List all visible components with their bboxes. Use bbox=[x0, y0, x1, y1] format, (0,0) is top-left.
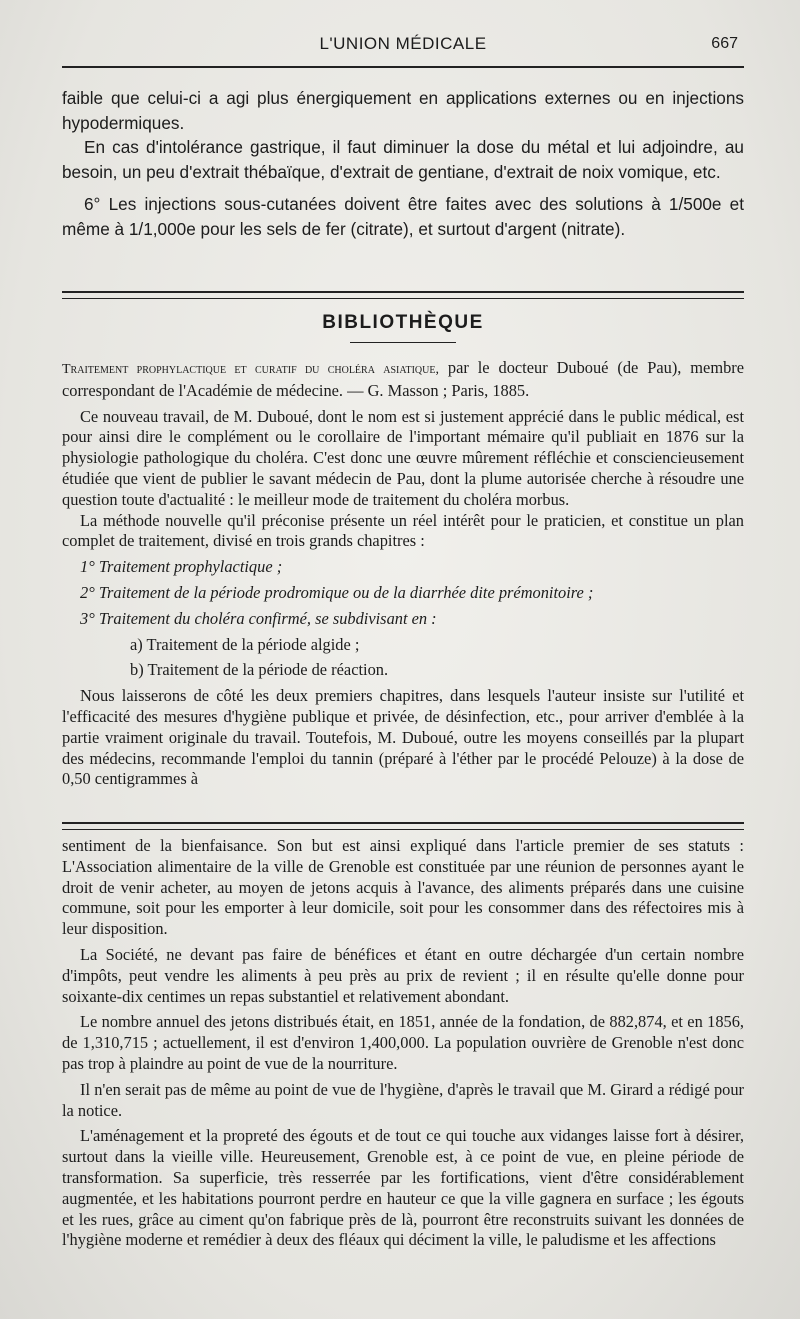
intro-paragraph-3: 6° Les injections sous-cutanées doivent être faites avec des solutions à 1/500e et même à 1/1,000e pour les sels de fer (citrate), et surtout d'argent (nitrate). bbox=[62, 194, 744, 239]
chapter-item-3: 3° Traitement du choléra confirmé, se subdivisant en : bbox=[80, 608, 437, 628]
subchapter-item-a: a) Traitement de la période algide ; bbox=[130, 634, 360, 654]
intro-paragraph-1: faible que celui-ci a agi plus énergiquement en applications externes ou en injections hypodermiques. bbox=[62, 88, 744, 133]
review-text bbox=[62, 358, 744, 790]
running-header bbox=[62, 34, 744, 60]
grenoble-paragraph-1: sentiment de la bienfaisance. Son but est ainsi expliqué dans l'article premier de ses statuts : L'Association alimentaire de la ville de Grenoble est constituée par une réunion de personnes ayant le droit de venir acheter, au moyen de jetons acquis à l'avance, des aliments préparés dans une cuisine commune, soit pour les emporter à leur domicile, soit pour les consommer dans des réfectoires mis à leur disposition. bbox=[62, 836, 744, 939]
grenoble-paragraph-4: Il n'en serait pas de même au point de vue de l'hygiène, d'après le travail que M. Girard a rédigé pour la notice. bbox=[62, 1079, 744, 1120]
chapter-item-1: 1° Traitement prophylactique ; bbox=[80, 557, 283, 577]
page-number: 667 bbox=[711, 35, 738, 52]
section-heading: BIBLIOTHÈQUE bbox=[322, 312, 484, 333]
intro-paragraph-2: En cas d'intolérance gastrique, il faut diminuer la dose du métal et lui adjoindre, au besoin, un peu d'extrait thébaïque, d'extrait de gentiane, d'extrait de noix vomique, etc. bbox=[62, 137, 744, 182]
journal-title: L'UNION MÉDICALE bbox=[319, 34, 487, 53]
section-divider-top bbox=[62, 291, 744, 299]
review-paragraph-3: Nous laisserons de côté les deux premiers chapitres, dans lesquels l'auteur insiste sur l'utilité et l'efficacité des mesures d'hygiène publique et privée, de désinfection, etc., pour arriver d'emblée à la partie vraiment originale du travail. Toutefois, M. Duboué, outre les moyens conseillés par la plupart des médecins, recommande l'emploi du tannin (préparé à l'éther par le procédé Pelouze) à la dose de 0,50 centigrammes à bbox=[62, 686, 744, 789]
header-rule bbox=[62, 66, 744, 68]
review-paragraph-1: Ce nouveau travail, de M. Duboué, dont le nom est si justement apprécié dans le public médical, est pour ainsi dire le complément ou le corollaire de l'important mémaire qu'il publiait en 1876 sur la physiologie pathologique du choléra. C'est donc une œuvre mûrement réfléchie et consciencieusement étudiée que vient de publier le savant médecin de Pau, dont la plume autorisée cherche à résoudre une question toute d'actualité : le meilleur mode de traitement du choléra morbus. bbox=[62, 406, 744, 509]
grenoble-text bbox=[62, 836, 744, 1251]
grenoble-paragraph-5: L'aménagement et la propreté des égouts et de tout ce qui touche aux vidanges laisse fort à désirer, surtout dans la vieille ville. Heureusement, Grenoble est, à ce point de vue, en pleine période de transformation. Sa superficie, très resserrée par les fortifications, vient d'être considérablement augmentée, et les habitations pourront perdre en hauteur ce que la ville gagnera en surface ; les égouts et les rues, grâce au ciment qu'on fabrique près de là, pourront être reconstruits suivant les données de l'hygiène moderne et remédier à deux des fléaux qui déciment la ville, le paludisme et les affections bbox=[62, 1126, 744, 1250]
book-citation-details: par le docteur Duboué (de Pau), membre correspondant de l'Académie de médecine. — G. Masson ; Paris, 1885. bbox=[62, 358, 744, 400]
book-citation bbox=[62, 358, 744, 402]
chapter-item-2: 2° Traitement de la période prodromique ou de la diarrhée dite prémonitoire ; bbox=[80, 582, 594, 602]
heading-underline bbox=[350, 342, 456, 343]
section-divider-bottom bbox=[62, 822, 744, 830]
intro-text bbox=[62, 86, 744, 241]
subchapter-item-b: b) Traitement de la période de réaction. bbox=[130, 660, 389, 680]
review-paragraph-2: La méthode nouvelle qu'il préconise présente un réel intérêt pour le praticien, et constitue un plan complet de traitement, divisé en trois grands chapitres : bbox=[62, 510, 744, 551]
book-title: Traitement prophylactique et curatif du choléra asiatique, bbox=[62, 362, 439, 377]
grenoble-paragraph-2: La Société, ne devant pas faire de bénéfices et étant en outre déchargée d'un certain nombre d'impôts, peut vendre les aliments à peu près au prix de revient ; il en résulte qu'elle donne pour soixante-dix centimes un repas substantiel et relativement abondant. bbox=[62, 944, 744, 1006]
grenoble-paragraph-3: Le nombre annuel des jetons distribués était, en 1851, année de la fondation, de 882,874, et en 1856, de 1,310,715 ; actuellement, il est d'environ 1,400,000. La population ouvrière de Grenoble n'est donc pas trop à plaindre au point de vue de la nourriture. bbox=[62, 1012, 744, 1073]
